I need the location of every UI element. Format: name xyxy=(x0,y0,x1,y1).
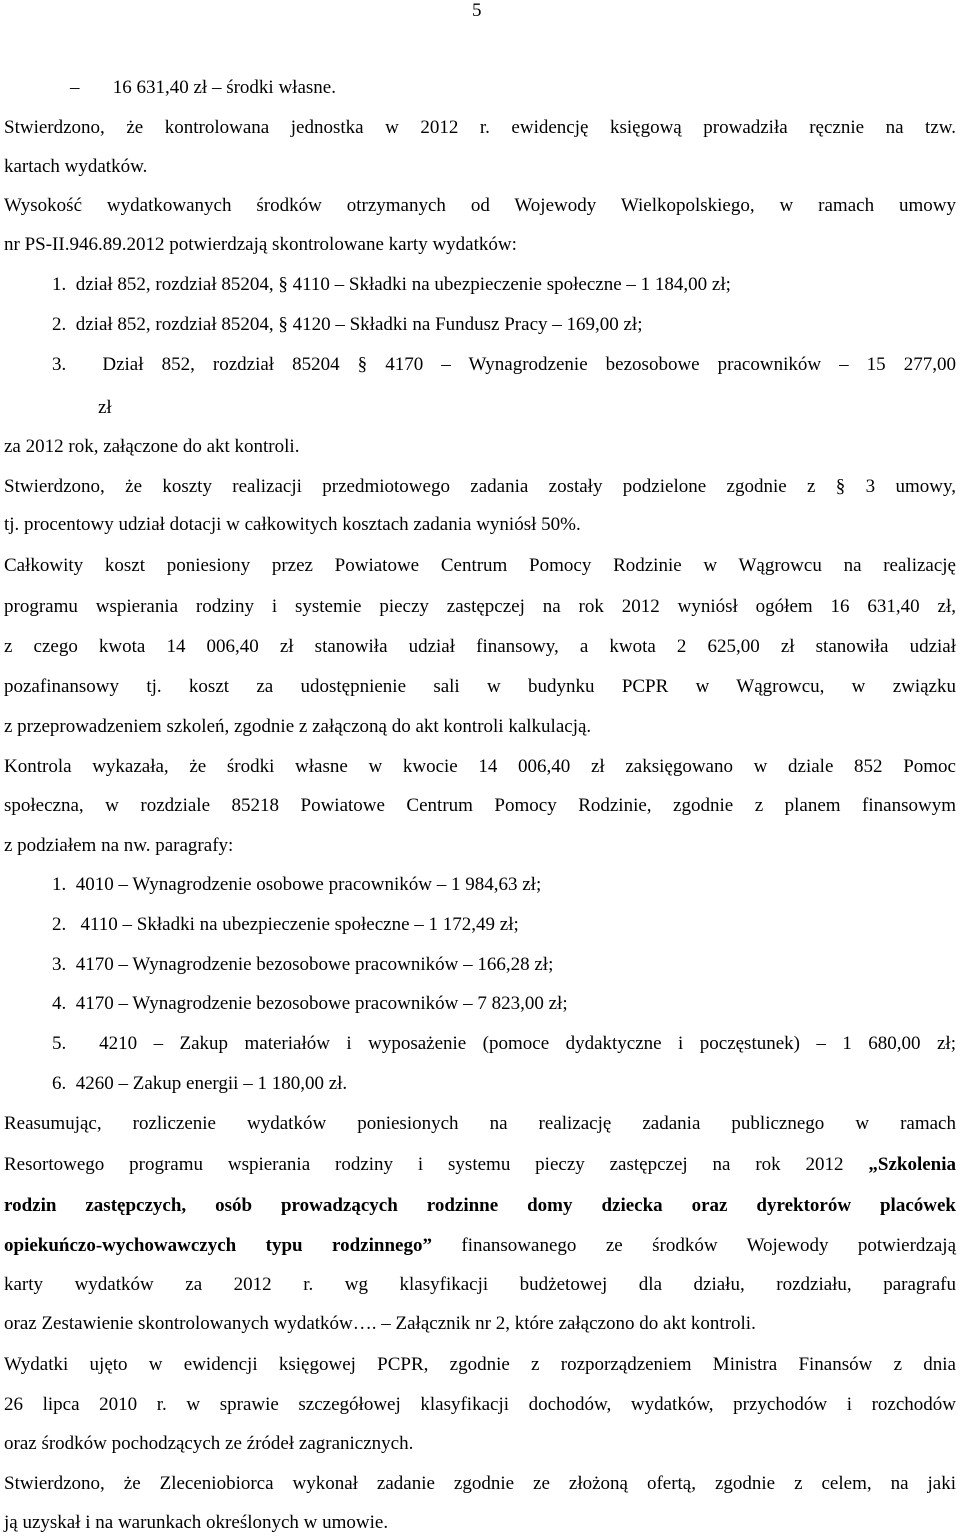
text-line: oraz środków pochodzących ze źródeł zagranicznych. xyxy=(4,1433,414,1454)
text-line: społeczna, w rozdziale 85218 Powiatowe Centrum Pomocy Rodzinie, zgodnie z planem finansowym xyxy=(4,795,956,816)
text-span: Resortowego programu wspierania rodziny i systemu pieczy zastępczej na rok 2012 xyxy=(4,1154,869,1175)
text-span: finansowanego ze środków Wojewody potwierdzają xyxy=(431,1235,956,1256)
text-line: oraz Zestawienie skontrolowanych wydatków…. – Załącznik nr 2, które załączono do akt kontroli. xyxy=(4,1313,756,1334)
text-line: kartach wydatków. xyxy=(4,156,148,177)
text-line: karty wydatków za 2012 r. wg klasyfikacji budżetowej dla działu, rozdziału, paragrafu xyxy=(4,1274,956,1295)
text-line: nr PS-II.946.89.2012 potwierdzają skontrolowane karty wydatków: xyxy=(4,234,517,255)
list-item: 2. 4110 – Składki na ubezpieczenie społeczne – 1 172,49 zł; xyxy=(52,914,519,935)
list-item: 6. 4260 – Zakup energii – 1 180,00 zł. xyxy=(52,1073,348,1094)
task-title-bold: opiekuńczo-wychowawczych typu rodzinnego” xyxy=(4,1235,432,1256)
list-item: 1. dział 852, rozdział 85204, § 4110 – Składki na ubezpieczenie społeczne – 1 184,00 zł; xyxy=(52,274,731,295)
text-line: zł xyxy=(98,397,112,418)
text-line: Wydatki ujęto w ewidencji księgowej PCPR, zgodnie z rozporządzeniem Ministra Finansów z dnia xyxy=(4,1354,956,1375)
text-line: Stwierdzono, że Zleceniobiorca wykonał zadanie zgodnie ze złożoną ofertą, zgodnie z celem, na jaki xyxy=(4,1473,956,1494)
list-item: 4. 4170 – Wynagrodzenie bezosobowe pracowników – 7 823,00 zł; xyxy=(52,993,568,1014)
list-item: 5. 4210 – Zakup materiałów i wyposażenie (pomoce dydaktyczne i poczęstunek) – 1 680,00 zł; xyxy=(52,1033,956,1054)
task-title-bold: rodzin zastępczych, osób prowadzących rodzinne domy dziecka oraz dyrektorów placówek xyxy=(4,1195,956,1216)
list-item: 3. Dział 852, rozdział 85204 § 4170 – Wynagrodzenie bezosobowe pracowników – 15 277,00 xyxy=(52,354,956,375)
text-line: z podziałem na nw. paragrafy: xyxy=(4,835,234,856)
text-line: z czego kwota 14 006,40 zł stanowiła udział finansowy, a kwota 2 625,00 zł stanowiła udział xyxy=(4,636,956,657)
list-item: 2. dział 852, rozdział 85204, § 4120 – Składki na Fundusz Pracy – 169,00 zł; xyxy=(52,314,643,335)
text-line: za 2012 rok, załączone do akt kontroli. xyxy=(4,436,300,457)
text-line: Wysokość wydatkowanych środków otrzymanych od Wojewody Wielkopolskiego, w ramach umowy xyxy=(4,195,956,216)
list-item: 1. 4010 – Wynagrodzenie osobowe pracowników – 1 984,63 zł; xyxy=(52,874,542,895)
text-line: Stwierdzono, że koszty realizacji przedmiotowego zadania zostały podzielone zgodnie z § 3 umowy, xyxy=(4,476,956,497)
page-number: 5 xyxy=(472,0,482,21)
list-item: 3. 4170 – Wynagrodzenie bezosobowe pracowników – 166,28 zł; xyxy=(52,954,554,975)
text-line: programu wspierania rodziny i systemie pieczy zastępczej na rok 2012 wyniósł ogółem 16 631,40 zł, xyxy=(4,596,956,617)
text-line: Kontrola wykazała, że środki własne w kwocie 14 006,40 zł zaksięgowano w dziale 852 Pomoc xyxy=(4,756,956,777)
text-line: ją uzyskał i na warunkach określonych w umowie. xyxy=(4,1512,389,1533)
text-line: Całkowity koszt poniesiony przez Powiatowe Centrum Pomocy Rodzinie w Wągrowcu na realizację xyxy=(4,555,956,576)
text-line: – 16 631,40 zł – środki własne. xyxy=(70,77,336,98)
text-line: 26 lipca 2010 r. w sprawie szczegółowej klasyfikacji dochodów, wydatków, przychodów i rozchodów xyxy=(4,1394,956,1415)
task-title-bold: „Szkolenia xyxy=(868,1154,956,1175)
text-line: Stwierdzono, że kontrolowana jednostka w 2012 r. ewidencję księgową prowadziła ręcznie na tzw. xyxy=(4,117,956,138)
text-line xyxy=(4,1153,956,1177)
text-line: pozafinansowy tj. koszt za udostępnienie sali w budynku PCPR w Wągrowcu, w związku xyxy=(4,676,956,697)
text-line: Reasumując, rozliczenie wydatków poniesionych na realizację zadania publicznego w ramach xyxy=(4,1113,956,1134)
text-line: z przeprowadzeniem szkoleń, zgodnie z załączoną do akt kontroli kalkulacją. xyxy=(4,716,592,737)
text-line: tj. procentowy udział dotacji w całkowitych kosztach zadania wyniósł 50%. xyxy=(4,514,581,535)
text-line xyxy=(4,1234,956,1258)
